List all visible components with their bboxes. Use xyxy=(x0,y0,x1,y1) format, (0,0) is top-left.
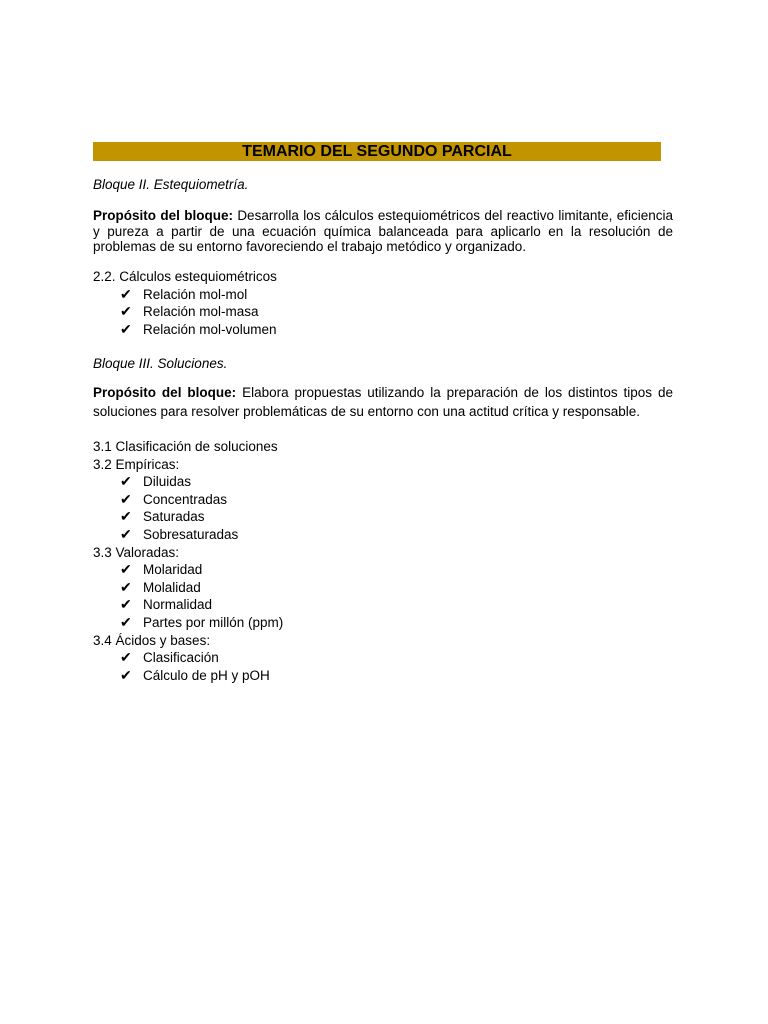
checkmark-icon: ✔ xyxy=(120,285,132,302)
document-title: TEMARIO DEL SEGUNDO PARCIAL xyxy=(93,142,661,161)
section-title-3-4: 3.4 Ácidos y bases: xyxy=(93,632,211,648)
section-title-3-2: 3.2 Empíricas: xyxy=(93,456,180,472)
check-list xyxy=(93,561,673,631)
section-title: 2.2. Cálculos estequiométricos xyxy=(93,269,277,284)
list-item: ✔ Concentradas xyxy=(120,490,228,507)
checkmark-icon: ✔ xyxy=(120,320,132,337)
list-item: ✔ Relación mol-masa xyxy=(120,303,259,320)
checkmark-icon: ✔ xyxy=(120,613,132,630)
section-3 xyxy=(93,438,673,684)
check-list xyxy=(93,286,673,339)
list-item: ✔ Cálculo de pH y pOH xyxy=(120,666,270,683)
checkmark-icon: ✔ xyxy=(120,649,132,666)
purpose-label: Propósito del bloque: xyxy=(93,208,233,223)
check-list xyxy=(93,473,673,543)
checkmark-icon: ✔ xyxy=(120,303,132,320)
list-item: ✔ Relación mol-volumen xyxy=(120,320,277,337)
list-item: ✔ Diluidas xyxy=(120,473,192,490)
list-item: ✔ Saturadas xyxy=(120,508,205,525)
section-title-3-1: 3.1 Clasificación de soluciones xyxy=(93,439,278,454)
checkmark-icon: ✔ xyxy=(120,525,132,542)
check-list xyxy=(93,649,673,684)
section-2-2 xyxy=(93,268,673,338)
bloque-3-heading: Bloque III. Soluciones. xyxy=(93,356,228,371)
bloque-3-purpose xyxy=(93,384,673,421)
list-item: ✔ Relación mol-mol xyxy=(120,285,248,302)
purpose-label: Propósito del bloque: xyxy=(93,385,237,400)
checkmark-icon: ✔ xyxy=(120,578,132,595)
bloque-2-purpose xyxy=(93,208,673,255)
list-item: ✔ Clasificación xyxy=(120,649,219,666)
checkmark-icon: ✔ xyxy=(120,473,132,490)
purpose-text: Desarrolla los cálculos estequiométricos del reactivo limitante, eficiencia y pureza a partir de una ecuación química balanceada para aplicarlo en la resolución de problemas de su entorno favoreciendo el trabajo metódico y organizado. xyxy=(93,208,673,254)
list-item: ✔ Molaridad xyxy=(120,561,203,578)
checkmark-icon: ✔ xyxy=(120,596,132,613)
checkmark-icon: ✔ xyxy=(120,490,132,507)
purpose-text: Elabora propuestas utilizando la preparación de los distintos tipos de soluciones para resolver problemáticas de su entorno con una actitud crítica y responsable. xyxy=(93,385,673,419)
checkmark-icon: ✔ xyxy=(120,561,132,578)
checkmark-icon: ✔ xyxy=(120,508,132,525)
list-item: ✔ Molalidad xyxy=(120,578,201,595)
section-title-3-3: 3.3 Valoradas: xyxy=(93,544,180,560)
bloque-2-heading: Bloque II. Estequiometría. xyxy=(93,177,249,192)
list-item: ✔ Normalidad xyxy=(120,596,213,613)
list-item: ✔ Sobresaturadas xyxy=(120,525,239,542)
list-item: ✔ Partes por millón (ppm) xyxy=(120,613,284,630)
checkmark-icon: ✔ xyxy=(120,666,132,683)
